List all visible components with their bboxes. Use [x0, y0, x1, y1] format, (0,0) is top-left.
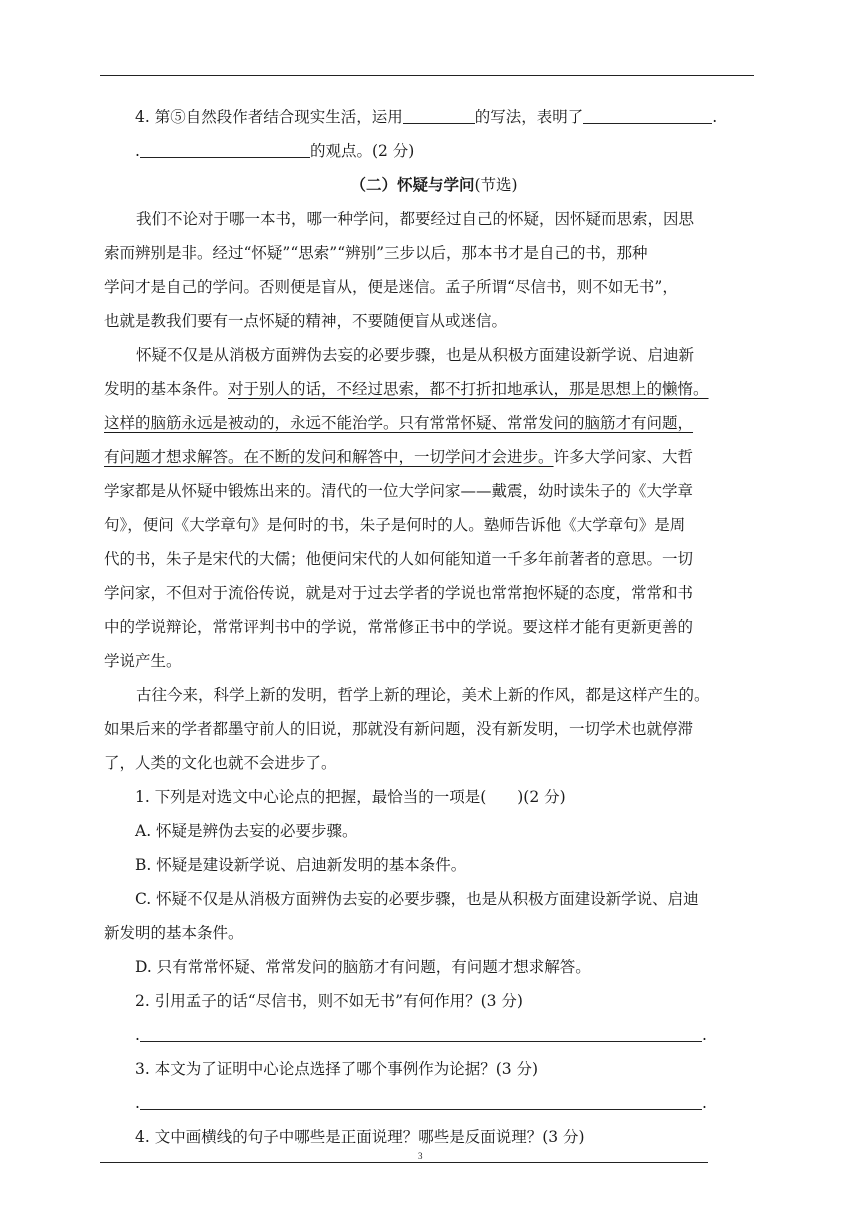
paragraph-line: 学家都是从怀疑中锻炼出来的。清代的一位大学问家——戴震，幼时读朱子的《大学章: [104, 482, 694, 500]
page-content: [104, 100, 764, 1154]
section-title-text: （二）怀疑与学问: [350, 175, 475, 194]
paragraph-line: 如果后来的学者都墨守前人的旧说，那就没有新问题，没有新发明，一切学术也就停滞: [104, 720, 694, 738]
paragraph-line: 中的学说辩论，常常评判书中的学说，常常修正书中的学说。要这样才能有更新更善的: [104, 618, 694, 636]
paragraph-line: [104, 372, 764, 406]
paragraph-line: 学说产生。: [104, 652, 182, 670]
question-text: .: [135, 142, 140, 160]
option-a[interactable]: A. 怀疑是辨伪去妄的必要步骤。: [135, 822, 358, 840]
plain-text: 发明的基本条件。: [104, 380, 229, 398]
question-text: .: [712, 108, 718, 126]
paragraph-line: 学问才是自己的学问。否则便是盲从，便是迷信。孟子所谓“尽信书，则不如无书”，: [104, 278, 678, 296]
answer-blank[interactable]: [140, 1023, 702, 1042]
paragraph-line: 索而辨别是非。经过“怀疑”“思索”“辨别”三步以后，那本书才是自己的书，那种: [104, 244, 648, 262]
answer-line-end: .: [701, 1026, 707, 1044]
underlined-sentence: 有问题才想求解答。在不断的发问和解答中，一切学问才会进步。: [104, 448, 554, 466]
question-2: 2. 引用孟子的话“尽信书，则不如无书”有何作用？(3 分): [135, 992, 523, 1010]
option-d[interactable]: D. 只有常常怀疑、常常发问的脑筋才有问题，有问题才想求解答。: [135, 958, 591, 976]
footer-rule: [100, 1162, 708, 1163]
plain-text: 许多大学问家、大哲: [553, 448, 694, 466]
question-text: 的写法，表明了: [474, 108, 584, 126]
question-text: 4. 第⑤自然段作者结合现实生活，运用: [135, 108, 403, 126]
option-b[interactable]: B. 怀疑是建设新学说、启迪新发明的基本条件。: [135, 856, 467, 874]
answer-line-start: .: [135, 1094, 140, 1112]
answer-line-start: .: [135, 1026, 140, 1044]
paragraph-line: 古往今来，科学上新的发明，哲学上新的理论，美术上新的作风，都是这样产生的。: [136, 686, 710, 704]
paragraph-line: 怀疑不仅是从消极方面辨伪去妄的必要步骤，也是从积极方面建设新学说、启迪新: [136, 346, 695, 364]
section-title-note: (节选): [474, 176, 518, 194]
header-rule: [100, 75, 754, 76]
question-4: 4. 文中画横线的句子中哪些是正面说理？哪些是反面说理？(3 分): [135, 1128, 585, 1146]
answer-line-end: .: [701, 1094, 707, 1112]
paragraph-line: 了，人类的文化也就不会进步了。: [104, 754, 337, 772]
paragraph-line: 也就是教我们要有一点怀疑的精神，不要随便盲从或迷信。: [104, 312, 508, 330]
paragraph-line: [104, 406, 764, 440]
answer-line-3: [104, 1086, 764, 1120]
answer-blank[interactable]: [583, 105, 712, 124]
paragraph-line: 学问家，不但对于流俗传说，就是对于过去学者的学说也常常抱怀疑的态度，常常和书: [104, 584, 694, 602]
answer-blank[interactable]: [140, 139, 310, 158]
prev-question-4-line2: [104, 134, 764, 168]
question-text: 的观点。(2 分): [309, 142, 415, 160]
option-c[interactable]: C. 怀疑不仅是从消极方面辨伪去妄的必要步骤，也是从积极方面建设新学说、启迪: [135, 890, 699, 908]
question-3: 3. 本文为了证明中心论点选择了哪个事例作为论据？(3 分): [135, 1060, 539, 1078]
prev-question-4-line1: [104, 100, 764, 134]
option-c-continued[interactable]: 新发明的基本条件。: [104, 924, 244, 942]
page-number: 3: [418, 1151, 423, 1161]
answer-blank[interactable]: [140, 1091, 702, 1110]
paragraph-line: 句》，便问《大学章句》是何时的书，朱子是何时的人。塾师告诉他《大学章句》是周: [104, 516, 686, 534]
underlined-sentence: 这样的脑筋永远是被动的，永远不能治学。只有常常怀疑、常常发问的脑筋才有问题，: [104, 414, 694, 432]
question-1: 1. 下列是对选文中心论点的把握，最恰当的一项是( )(2 分): [135, 788, 566, 806]
underlined-sentence: 对于别人的话，不经过思索，都不打折扣地承认，那是思想上的懒惰。: [228, 380, 709, 398]
answer-line-2: [104, 1018, 764, 1052]
paragraph-line: 我们不论对于哪一本书，哪一种学问，都要经过自己的怀疑，因怀疑而思索，因思: [136, 210, 695, 228]
paragraph-line: [104, 440, 764, 474]
section-title: [104, 168, 764, 202]
paragraph-line: 代的书，朱子是宋代的大儒；他便问宋代的人如何能知道一千多年前著者的意思。一切: [104, 550, 694, 568]
answer-blank[interactable]: [403, 105, 475, 124]
